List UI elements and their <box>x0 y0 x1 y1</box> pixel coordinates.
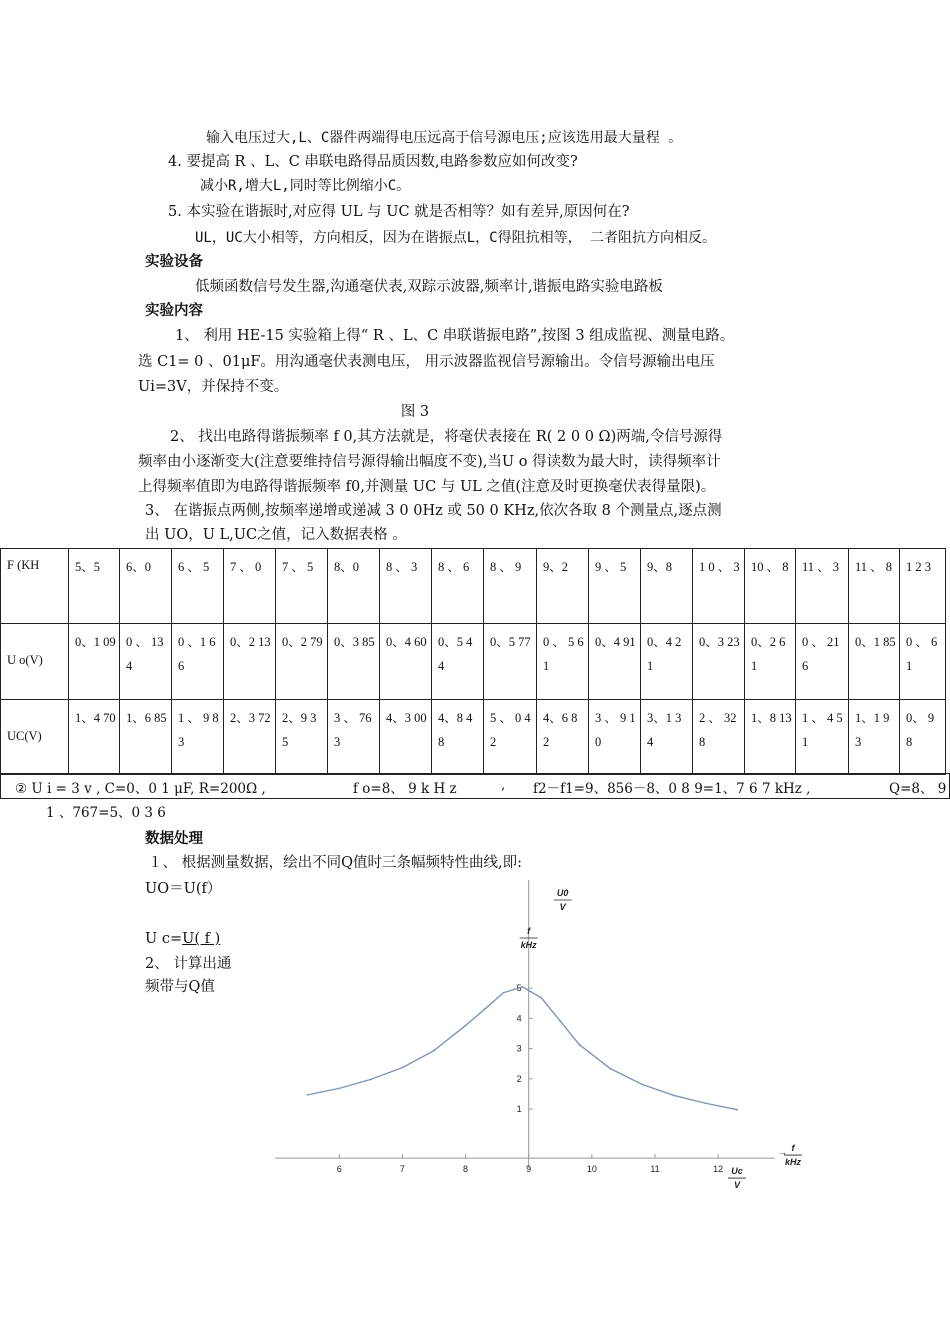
data-point <box>559 1020 561 1022</box>
table-cell: 0、1 09 <box>69 624 120 700</box>
table-cell: 3、1 3 4 <box>641 700 693 775</box>
table-cell: 3 、 9 1 0 <box>589 700 641 775</box>
table-cell: 0、2 6 1 <box>745 624 796 700</box>
answer-4: 减小R,增大L,同时等比例缩小C。 <box>200 178 411 194</box>
summary-q-result: 1 、767=5、0 3 6 <box>46 805 166 821</box>
data-point <box>484 1008 486 1010</box>
table-cell: 0、2 13 <box>224 624 276 700</box>
table-cell: 4、3 00 <box>380 700 432 775</box>
table-cell: 0 、 134 <box>120 624 172 700</box>
table-cell: 4、6 8 2 <box>537 700 589 775</box>
table-cell: 1、1 9 3 <box>849 700 900 775</box>
table-cell: 0、5 77 <box>484 624 537 700</box>
row-header: UC(V) <box>1 700 69 775</box>
processing-step-1: １、 根据测量数据，绘出不同Q值时三条幅频特性曲线,即: <box>148 855 522 871</box>
table-cell: 10 、 8 <box>745 549 796 624</box>
frequency-response-chart <box>270 880 810 1200</box>
table-cell: 11 、 8 <box>849 549 900 624</box>
summary-params: ② U i = 3 v , C=0、0 1 μF, R=200Ω , <box>15 781 266 797</box>
heading-data-processing: 数据处理 <box>145 831 203 847</box>
x-axis-label-den: V <box>733 1180 741 1191</box>
table-cell: 2 、 328 <box>693 700 745 775</box>
question-5: 5. 本实验在谐振时,对应得 UL 与 UC 就是否相等？如有差异,原因何在? <box>168 204 630 220</box>
x-tick-label: 10 <box>586 1164 597 1175</box>
table-cell: 0、1 85 <box>849 624 900 700</box>
table-cell: 1 、 9 8 3 <box>172 700 224 775</box>
table-cell: 6、0 <box>120 549 172 624</box>
processing-step-2-line-1: 2、 计算出通 <box>145 956 232 972</box>
table-cell: 0、3 85 <box>328 624 380 700</box>
equipment-list: 低频函数信号发生器,沟通毫伏表,双踪示波器,频率计,谐振电路实验电路板 <box>195 279 663 295</box>
x-tick-label: 9 <box>526 1164 532 1175</box>
data-point <box>736 1109 738 1111</box>
table-cell: 9 、 5 <box>589 549 641 624</box>
table-cell: 9、8 <box>641 549 693 624</box>
top-axis-label-den: V <box>559 902 566 912</box>
top-axis-label-num: U0 <box>556 888 569 898</box>
y-tick-label: 2 <box>516 1073 522 1084</box>
content-step-2-line-3: 上得频率值即为电路得谐振频率 f0,并测量 UC 与 UL 之值(注意及时更换毫伏表得量限)。 <box>138 479 716 495</box>
content-step-2-line-1: 2、 找出电路得谐振频率 f 0,其方法就是，将毫伏表接在 R( 2 0 0 Ω)两端,令信号源得 <box>170 429 723 445</box>
table-row <box>1 700 946 775</box>
table-cell: 7 、 5 <box>276 549 328 624</box>
figure-3-caption: 图 3 <box>400 404 430 420</box>
content-step-2-line-2: 频率由小逐渐变大(注意要维持信号源得输出幅度不变),当U o 得读数为最大时，读得频率计 <box>138 454 721 470</box>
table-cell: 0、5 4 4 <box>432 624 484 700</box>
table-cell: 3 、 76 3 <box>328 700 380 775</box>
right-axis-label-den: kHz <box>784 1157 802 1168</box>
table-cell: 4、8 4 8 <box>432 700 484 775</box>
y-tick-label: 1 <box>516 1104 522 1115</box>
table-cell: 0、4 60 <box>380 624 432 700</box>
results-summary-row <box>0 773 950 799</box>
heading-equipment: 实验设备 <box>145 254 203 270</box>
table-cell: 0 、 61 <box>900 624 946 700</box>
table-cell: 9、2 <box>537 549 589 624</box>
table-cell: 6 、 5 <box>172 549 224 624</box>
data-point <box>610 1068 612 1070</box>
formula-uc-left: U c= <box>145 931 183 947</box>
answer-5: UL，UC大小相等，方向相反，因为在谐振点L，C得阻抗相等， 二者阻抗方向相反。 <box>195 230 716 246</box>
table-row <box>1 624 946 700</box>
table-cell: 0、2 79 <box>276 624 328 700</box>
content-step-3-line-1: 3、 在谐振点两侧,按频率递增或递减 3 0 0Hz 或 50 0 KHz,依次各取 8 个测量点,逐点测 <box>145 503 722 519</box>
table-cell: 2、3 72 <box>224 700 276 775</box>
table-cell: 0 、 5 6 1 <box>537 624 589 700</box>
x-axis-label-num: Uc <box>731 1166 743 1177</box>
x-tick-label: 8 <box>463 1164 469 1175</box>
data-point <box>673 1095 675 1097</box>
x-tick-label: 6 <box>336 1164 342 1175</box>
table-row <box>1 549 946 624</box>
table-cell: 7 、 0 <box>224 549 276 624</box>
processing-step-2-line-2: 频带与Q值 <box>145 979 215 995</box>
table-cell: 0、 9 8 <box>900 700 946 775</box>
data-point <box>338 1087 340 1089</box>
formula-uc <box>145 929 220 949</box>
table-cell: 11 、 3 <box>796 549 849 624</box>
table-cell: 1、8 13 <box>745 700 796 775</box>
content-step-1-line-3: Ui=3V，并保持不变。 <box>138 379 289 395</box>
data-point <box>705 1102 707 1104</box>
table-cell: 1 2 3 <box>900 549 946 624</box>
content-step-3-line-2: 出 UO，U L,UC之值，记入数据表格 。 <box>145 527 407 543</box>
measurement-table <box>0 548 946 775</box>
data-point <box>401 1067 403 1069</box>
heading-content: 实验内容 <box>145 303 203 319</box>
table-cell: 1 、 4 51 <box>796 700 849 775</box>
x-tick-label: 7 <box>399 1164 405 1175</box>
table-cell: 0、4 91 <box>589 624 641 700</box>
table-cell: 0 、1 6 6 <box>172 624 224 700</box>
right-axis-label-num: f <box>791 1143 795 1154</box>
data-point <box>521 986 523 988</box>
y-tick-label: 3 <box>516 1043 522 1054</box>
data-point <box>465 1025 467 1027</box>
x-axis-arrow: → <box>778 1147 787 1158</box>
data-point <box>307 1094 309 1096</box>
question-4: 4. 要提高 R 、L、C 串联电路得品质因数,电路参数应如何改变? <box>168 154 578 170</box>
row-header: U o(V) <box>1 624 69 700</box>
formula-uo: UO＝U(f） <box>145 881 222 897</box>
x-tick-label: 11 <box>650 1164 660 1175</box>
table-cell: 5 、 0 4 2 <box>484 700 537 775</box>
table-cell: 1、4 70 <box>69 700 120 775</box>
table-cell: 8 、 6 <box>432 549 484 624</box>
y-tick-label: 5 <box>516 983 522 994</box>
y-tick-label: 4 <box>516 1013 522 1024</box>
data-point <box>540 997 542 999</box>
table-cell: 1 0 、 3 <box>693 549 745 624</box>
data-point <box>503 992 505 994</box>
content-step-1-line-2: 选 C1= 0 、01μF。用沟通毫伏表测电压， 用示波器监视信号源输出。令信号源输出电压 <box>138 354 715 370</box>
table-cell: 5、5 <box>69 549 120 624</box>
data-point <box>370 1078 372 1080</box>
table-cell: 2、9 3 5 <box>276 700 328 775</box>
table-cell: 8 、 9 <box>484 549 537 624</box>
data-point <box>578 1044 580 1046</box>
content-step-1-line-1: 1、 利用 HE-15 实验箱上得“ R 、L、C 串联谐振电路”,按图 3 组成监视、测量电路。 <box>175 328 735 344</box>
answer-3-text: 输入电压过大,L、C器件两端得电压远高于信号源电压;应该选用最大量程 。 <box>206 130 683 146</box>
summary-bandwidth: f2－f1=9、856－8、0 8 9=1、7 6 7 kHz , <box>533 781 811 797</box>
formula-uc-right: U( f ) <box>182 931 221 947</box>
y-axis-label-den: kHz <box>520 940 537 950</box>
table-cell: 0 、 216 <box>796 624 849 700</box>
series-line <box>308 987 737 1110</box>
table-cell: 1、6 85 <box>120 700 172 775</box>
table-cell: 0、4 2 1 <box>641 624 693 700</box>
data-point <box>433 1050 435 1052</box>
data-point <box>641 1084 643 1086</box>
table-cell: 0、3 23 <box>693 624 745 700</box>
row-header: F (KH <box>1 549 69 624</box>
summary-resonant-freq: f o=8、 9 k H z <box>353 781 457 797</box>
table-cell: 8、0 <box>328 549 380 624</box>
y-axis-label-num: f <box>527 926 531 936</box>
summary-q-top: Q=8、 9 <box>889 781 947 797</box>
summary-comma: , <box>501 777 506 793</box>
table-cell: 8 、 3 <box>380 549 432 624</box>
x-tick-label: 12 <box>713 1164 724 1175</box>
